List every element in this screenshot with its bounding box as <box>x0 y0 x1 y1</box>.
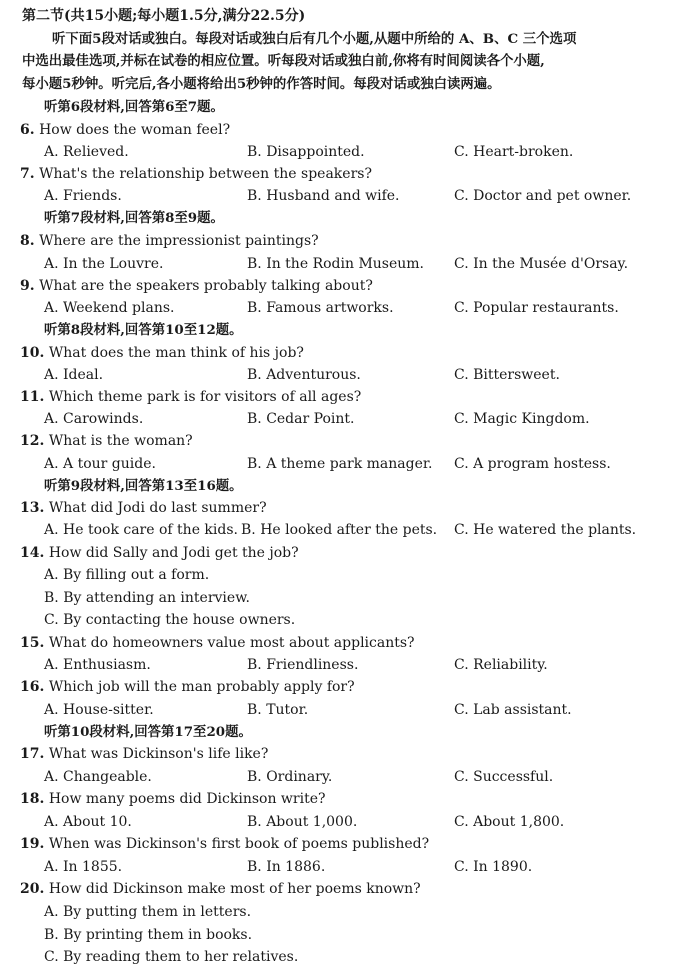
question-text: Which theme park is for visitors of all ages? <box>48 389 362 405</box>
question-text: What does the man think of his job? <box>48 345 304 361</box>
option-b: B. In 1886. <box>247 859 326 875</box>
option-a: A. Ideal. <box>44 367 104 383</box>
option-c: C. Successful. <box>454 769 554 785</box>
option-c: C. Lab assistant. <box>454 702 572 718</box>
option-a: A. By filling out a form. <box>44 567 210 583</box>
option-c: C. A program hostess. <box>454 456 611 472</box>
question-text: What did Jodi do last summer? <box>48 500 267 516</box>
question-number: 12. <box>20 433 45 449</box>
option-c: C. Popular restaurants. <box>454 300 619 316</box>
question <box>20 633 692 653</box>
question-text: When was Dickinson's first book of poems published? <box>48 836 430 852</box>
question-text: How did Dickinson make most of her poems known? <box>48 881 421 897</box>
question <box>20 164 692 184</box>
question-text: What do homeowners value most about applicants? <box>48 635 415 651</box>
option-c: C. By contacting the house owners. <box>44 612 296 628</box>
option-c: C. Heart-broken. <box>454 144 574 160</box>
option-b: B. Adventurous. <box>247 367 361 383</box>
question-text: What are the speakers probably talking about? <box>39 278 373 294</box>
options-row <box>0 142 692 162</box>
options-row <box>0 520 692 540</box>
option-a: A. House-sitter. <box>44 702 154 718</box>
options-row <box>0 655 692 675</box>
question-text: How does the woman feel? <box>39 122 231 138</box>
question-text: Which job will the man probably apply for? <box>48 679 355 695</box>
question-text: What's the relationship between the speakers? <box>39 166 372 182</box>
question-number: 13. <box>20 500 45 516</box>
option-c: C. Reliability. <box>454 657 548 673</box>
question-number: 10. <box>20 345 45 361</box>
question <box>20 498 692 518</box>
question-number: 7. <box>20 166 35 182</box>
option-b: B. Cedar Point. <box>247 411 355 427</box>
question <box>20 834 692 854</box>
question-text: Where are the impressionist paintings? <box>39 233 319 249</box>
group-heading: 听第9段材料,回答第13至16题。 <box>44 478 243 494</box>
question-number: 9. <box>20 278 35 294</box>
options-row <box>0 409 692 429</box>
instruction-line-1: 听下面5段对话或独白。每段对话或独白后有几个小题,从题中所给的 A、B、C 三个选项 <box>52 31 577 47</box>
option-c: C. In 1890. <box>454 859 533 875</box>
options-row <box>0 298 692 318</box>
question-number: 20. <box>20 881 45 897</box>
question-number: 15. <box>20 635 45 651</box>
option-c: C. He watered the plants. <box>454 522 637 538</box>
group-heading: 听第8段材料,回答第10至12题。 <box>44 322 243 338</box>
option-a: A. About 10. <box>44 814 132 830</box>
question-number: 18. <box>20 791 45 807</box>
option-b: B. Husband and wife. <box>247 188 400 204</box>
question <box>20 543 692 563</box>
option-c: C. Magic Kingdom. <box>454 411 590 427</box>
option-a: A. Relieved. <box>44 144 129 160</box>
option-b: B. By attending an interview. <box>44 590 250 606</box>
option-a: A. Carowinds. <box>44 411 144 427</box>
question-text: What is the woman? <box>48 433 193 449</box>
option-b: B. Famous artworks. <box>247 300 394 316</box>
question <box>20 387 692 407</box>
option-b: B. Tutor. <box>247 702 309 718</box>
question <box>20 431 692 451</box>
options-row <box>0 454 692 474</box>
option-b: B. About 1,000. <box>247 814 358 830</box>
question <box>20 879 692 899</box>
option-b: B. Friendliness. <box>247 657 359 673</box>
option-b: B. Disappointed. <box>247 144 365 160</box>
question <box>20 343 692 363</box>
question-number: 17. <box>20 746 45 762</box>
option-a: A. Weekend plans. <box>44 300 175 316</box>
question <box>20 744 692 764</box>
options-row <box>0 857 692 877</box>
option-a: A. A tour guide. <box>44 456 156 472</box>
question-number: 16. <box>20 679 45 695</box>
options-row <box>0 254 692 274</box>
question-number: 14. <box>20 545 45 561</box>
group-heading: 听第6段材料,回答第6至7题。 <box>44 99 224 115</box>
option-c: C. By reading them to her relatives. <box>44 949 299 965</box>
option-c: C. About 1,800. <box>454 814 565 830</box>
question-number: 11. <box>20 389 45 405</box>
question-text: How did Sally and Jodi get the job? <box>48 545 299 561</box>
option-a: A. In the Louvre. <box>44 256 164 272</box>
question-number: 8. <box>20 233 35 249</box>
option-c: C. In the Musée d'Orsay. <box>454 256 629 272</box>
section-heading: 第二节(共15小题;每小题1.5分,满分22.5分) <box>22 8 306 24</box>
option-a: A. Changeable. <box>44 769 152 785</box>
option-b: B. By printing them in books. <box>44 927 253 943</box>
options-row <box>0 186 692 206</box>
question-number: 6. <box>20 122 35 138</box>
option-a: A. By putting them in letters. <box>44 904 252 920</box>
instruction-line-3: 每小题5秒钟。听完后,各小题将给出5秒钟的作答时间。每段对话或独白读两遍。 <box>22 76 501 92</box>
question-number: 19. <box>20 836 45 852</box>
question <box>20 789 692 809</box>
option-a: A. Enthusiasm. <box>44 657 151 673</box>
question-text: What was Dickinson's life like? <box>48 746 269 762</box>
option-b: B. A theme park manager. <box>247 456 433 472</box>
question <box>20 677 692 697</box>
option-b: B. He looked after the pets. <box>241 522 438 538</box>
options-row <box>0 812 692 832</box>
instruction-line-2: 中选出最佳选项,并标在试卷的相应位置。听每段对话或独白前,你将有时间阅读各个小题, <box>22 53 545 69</box>
question <box>20 276 692 296</box>
group-heading: 听第7段材料,回答第8至9题。 <box>44 210 224 226</box>
option-a: A. In 1855. <box>44 859 123 875</box>
question <box>20 231 692 251</box>
option-b: B. Ordinary. <box>247 769 333 785</box>
question <box>20 120 692 140</box>
options-row <box>0 365 692 385</box>
options-row <box>0 700 692 720</box>
option-c: C. Bittersweet. <box>454 367 560 383</box>
group-heading: 听第10段材料,回答第17至20题。 <box>44 724 252 740</box>
option-c: C. Doctor and pet owner. <box>454 188 632 204</box>
option-b: B. In the Rodin Museum. <box>247 256 425 272</box>
options-row <box>0 767 692 787</box>
option-a: A. Friends. <box>44 188 122 204</box>
option-a: A. He took care of the kids. <box>44 522 238 538</box>
question-text: How many poems did Dickinson write? <box>48 791 326 807</box>
